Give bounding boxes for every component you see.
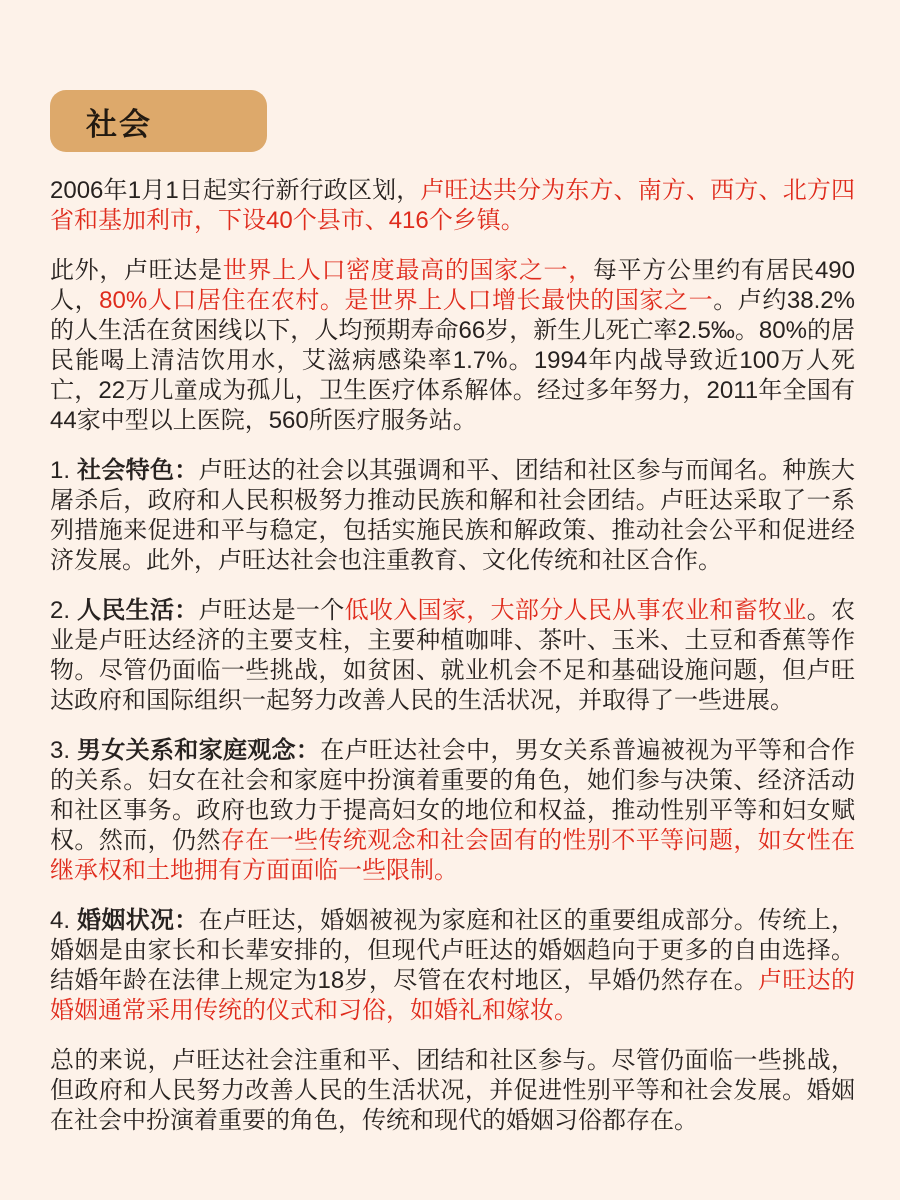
paragraph — [50, 256, 855, 436]
highlight-run: 80%人口居住在农村。是世界上人口增长最快的国家之一 — [99, 287, 714, 314]
text-run: 。卢约38.2%的人生活在贫困线以下，人均预期寿命66岁，新生儿死亡率2.5‰。80%的居民能喝上清洁饮用水，艾滋病感染率1.7%。1994年内战导致近100万人死亡，22万儿童成为孤儿，卫生医疗体系解体。经过多年努力，2011年全国有44家中型以上医院，560所医疗服务站。 — [50, 287, 855, 434]
text-run: 2. — [50, 597, 78, 624]
section-badge — [50, 90, 267, 152]
section-heading: 人民生活： — [77, 597, 199, 624]
text-run: 在卢旺达，婚姻被视为家庭和社区的重要组成部分。传统上，婚姻是由家长和长辈安排的，但现代卢旺达的婚姻趋向于更多的自由选择。结婚年龄在法律上规定为18岁，尽管在农村地区，早婚仍然存在。 — [50, 907, 856, 994]
section-heading: 男女关系和家庭观念： — [77, 737, 321, 764]
paragraph — [50, 176, 855, 236]
paragraph — [50, 596, 855, 716]
paragraph — [50, 456, 855, 576]
highlight-run: 存在一些传统观念和社会固有的性别不平等问题，如女性在继承权和土地拥有方面面临一些限制。 — [50, 827, 855, 884]
paragraph — [50, 1046, 855, 1136]
section-heading: 婚姻状况： — [77, 907, 199, 934]
text-run: 此外，卢旺达是 — [50, 257, 223, 284]
text-run: 。农业是卢旺达经济的主要支柱，主要种植咖啡、茶叶、玉米、土豆和香蕉等作物。尽管仍面临一些挑战，如贫困、就业机会不足和基础设施问题，但卢旺达政府和国际组织一起努力改善人民的生活状况，并取得了一些进展。 — [50, 597, 856, 714]
text-run: 在卢旺达社会中，男女关系普遍被视为平等和合作的关系。妇女在社会和家庭中扮演着重要的角色，她们参与决策、经济活动和社区事务。政府也致力于提高妇女的地位和权益，推动性别平等和妇女赋权。然而，仍然 — [50, 737, 856, 854]
text-run: 卢旺达的社会以其强调和平、团结和社区参与而闻名。种族大屠杀后，政府和人民积极努力推动民族和解和社会团结。卢旺达采取了一系列措施来促进和平与稳定，包括实施民族和解政策、推动社会公平和促进经济发展。此外，卢旺达社会也注重教育、文化传统和社区合作。 — [50, 457, 856, 574]
article-content — [50, 176, 855, 1136]
text-run: 3. — [50, 737, 78, 764]
text-run: 每平方公里约有居民490人， — [50, 257, 856, 314]
section-badge-label: 社会 — [86, 106, 152, 142]
section-heading: 社会特色： — [77, 457, 199, 484]
text-run: 卢旺达是一个 — [198, 597, 345, 624]
text-run: 4. — [50, 907, 78, 934]
highlight-run: 卢旺达的婚姻通常采用传统的仪式和习俗，如婚礼和嫁妆。 — [50, 967, 855, 1024]
paragraph — [50, 736, 855, 886]
paragraph — [50, 906, 855, 1026]
text-run: 总的来说，卢旺达社会注重和平、团结和社区参与。尽管仍面临一些挑战，但政府和人民努力改善人民的生活状况，并促进性别平等和社会发展。婚姻在社会中扮演着重要的角色，传统和现代的婚姻习俗都存在。 — [50, 1047, 855, 1134]
text-run: 2006年1月1日起实行新行政区划， — [50, 177, 421, 204]
text-run: 1. — [50, 457, 78, 484]
highlight-run: 卢旺达共分为东方、南方、西方、北方四省和基加利市，下设40个县市、416个乡镇。 — [50, 177, 855, 234]
highlight-run: 世界上人口密度最高的国家之一， — [222, 257, 593, 284]
highlight-run: 低收入国家，大部分人民从事农业和畜牧业 — [344, 597, 807, 624]
